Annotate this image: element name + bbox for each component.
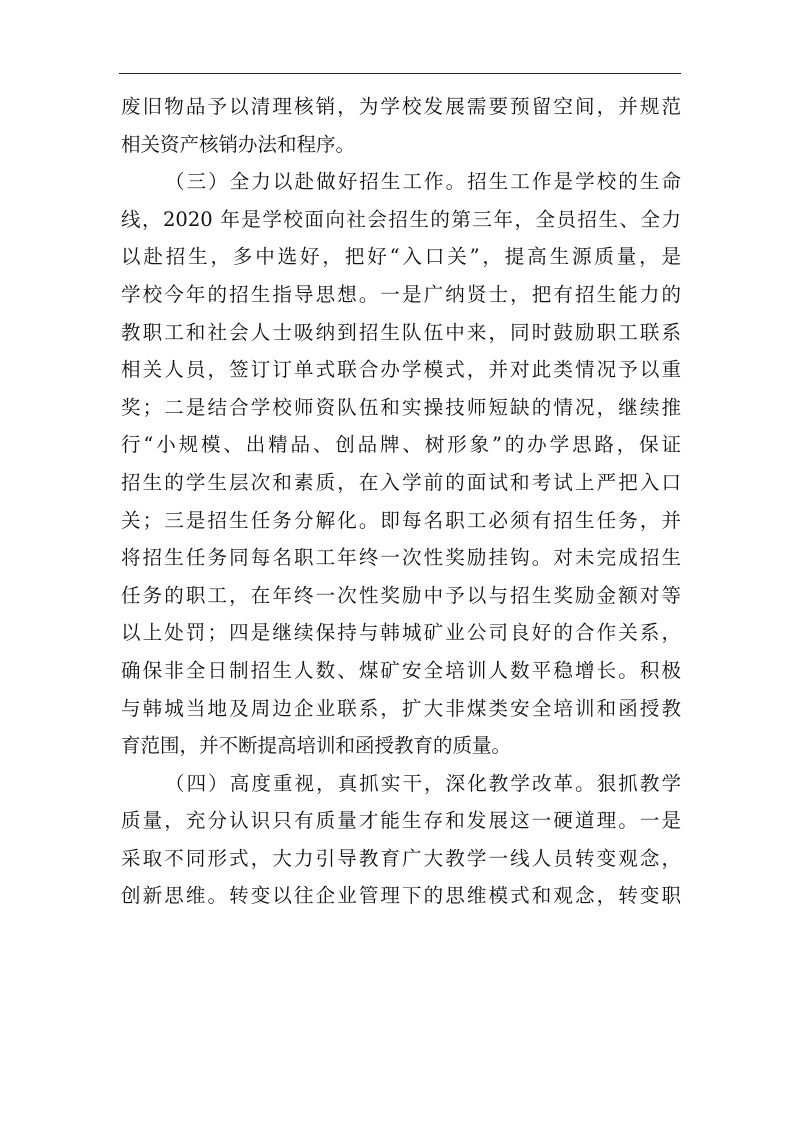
text-line: 任务的职工，在年终一次性奖励中予以与招生奖励金额对等 bbox=[121, 583, 681, 607]
text-line: 教职工和社会人士吸纳到招生队伍中来，同时鼓励职工联系 bbox=[121, 320, 681, 344]
text-line: 线，2020 年是学校面向社会招生的第三年，全员招生、全力 bbox=[121, 207, 681, 231]
text-line: 学校今年的招生指导思想。一是广纳贤士，把有招生能力的 bbox=[121, 282, 681, 306]
section-heading-line: （三）全力以赴做好招生工作。招生工作是学校的生命 bbox=[165, 170, 681, 194]
text-line: 以赴招生，多中选好，把好“入口关”，提高生源质量，是 bbox=[121, 245, 681, 269]
header-rule bbox=[119, 73, 681, 74]
text-line: 确保非全日制招生人数、煤矿安全培训人数平稳增长。积极 bbox=[121, 658, 681, 682]
text-line: 行“小规模、出精品、创品牌、树形象”的办学思路，保证 bbox=[121, 433, 681, 457]
text-line: 创新思维。转变以往企业管理下的思维模式和观念，转变职 bbox=[121, 884, 681, 908]
document-body bbox=[121, 88, 681, 915]
text-line: 奖；二是结合学校师资队伍和实操技师短缺的情况，继续推 bbox=[121, 395, 681, 419]
section-heading-line: （四）高度重视，真抓实干，深化教学改革。狠抓教学 bbox=[165, 771, 681, 795]
text-line: 招生的学生层次和素质，在入学前的面试和考试上严把入口 bbox=[121, 470, 681, 494]
text-line: 采取不同形式，大力引导教育广大教学一线人员转变观念， bbox=[121, 846, 681, 870]
text-line: 关；三是招生任务分解化。即每名职工必须有招生任务，并 bbox=[121, 508, 681, 532]
text-line: 以上处罚；四是继续保持与韩城矿业公司良好的合作关系， bbox=[121, 621, 681, 645]
text-line: 育范围，并不断提高培训和函授教育的质量。 bbox=[121, 734, 512, 758]
text-line: 与韩城当地及周边企业联系，扩大非煤类安全培训和函授教 bbox=[121, 696, 681, 720]
text-line: 将招生任务同每名职工年终一次性奖励挂钩。对未完成招生 bbox=[121, 546, 681, 570]
text-line: 相关人员，签订订单式联合办学模式，并对此类情况予以重 bbox=[121, 358, 681, 382]
text-line: 废旧物品予以清理核销，为学校发展需要预留空间，并规范 bbox=[121, 95, 681, 118]
text-line: 相关资产核销办法和程序。 bbox=[121, 132, 356, 156]
text-line: 质量，充分认识只有质量才能生存和发展这一硬道理。一是 bbox=[121, 809, 681, 833]
